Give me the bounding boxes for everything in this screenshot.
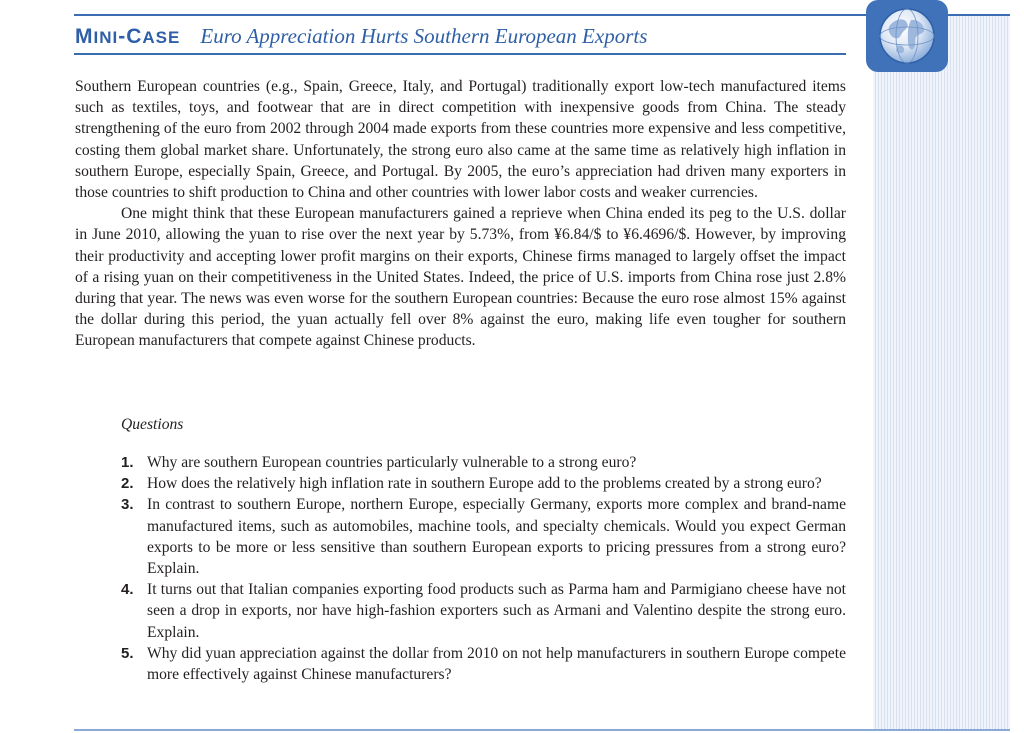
question-text: Why are southern European countries particularly vulnerable to a strong euro?	[147, 454, 637, 471]
question-text: In contrast to southern Europe, northern Europe, especially Germany, exports more complex and brand-name manufactured items, such as automobiles, machine tools, and specialty chemicals. Would you expect German exports to be more or less sensitive than southern European exports to pricing pressures from a strong euro? Explain.	[147, 496, 846, 578]
body-paragraph: Southern European countries (e.g., Spain, Greece, Italy, and Portugal) traditionally export low-tech manufactured items such as textiles, toys, and footwear that are in direct competition with inexpensive goods from China. The steady strengthening of the euro from 2002 through 2004 made exports from these countries more expensive and less competitive, costing them global market share. Unfortunately, the strong euro also came at the same time as relatively high inflation in southern Europe, especially Spain, Greece, and Portugal. By 2005, the euro’s appreciation had driven many exporters in those countries to shift production to China and other countries with lower labor costs and weaker currencies.	[75, 78, 846, 202]
question-number: 1.	[121, 454, 134, 471]
question-text: It turns out that Italian companies exporting food products such as Parma ham and Parmigiano cheese have not seen a drop in exports, nor have high-fashion exporters such as Armani and Valentino despite the strong euro. Explain.	[147, 581, 846, 641]
case-title: Euro Appreciation Hurts Southern European Exports	[200, 24, 648, 48]
question-item	[121, 579, 846, 643]
question-item	[121, 473, 846, 494]
questions-heading: Questions	[121, 416, 184, 433]
heading-underline	[74, 53, 846, 55]
question-number: 2.	[121, 475, 134, 493]
question-item	[121, 643, 846, 685]
question-item	[121, 494, 846, 579]
body-paragraph: One might think that these European manufacturers gained a reprieve when China ended its peg to the U.S. dollar in June 2010, allowing the yuan to rise over the next year by 5.73%, from ¥6.84/$ to ¥6.4696/$. However, by improving their productivity and accepting lower profit margins on their exports, Chinese firms managed to largely offset the impact of a rising yuan on their competitiveness in the United States. Indeed, the price of U.S. imports from China rose just 2.8% during that year. The news was even worse for the southern European countries: Because the euro rose almost 15% against the dollar during this period, the yuan actually fell over 8% against the euro, making life even tougher for southern European manufacturers that compete against Chinese products.	[75, 205, 846, 350]
question-number: 3.	[121, 496, 134, 514]
question-text: How does the relatively high inflation rate in southern Europe add to the problems created by a strong euro?	[147, 475, 822, 493]
question-number: 5.	[121, 644, 134, 662]
question-text: Why did yuan appreciation against the dollar from 2010 on not help manufacturers in southern Europe compete more effectively against Chinese manufacturers?	[147, 644, 846, 684]
bottom-rule	[74, 729, 1010, 731]
case-body	[75, 76, 846, 352]
questions-list	[121, 452, 846, 685]
question-number: 4.	[121, 581, 134, 599]
mini-case-label: MINI-CASE	[75, 25, 181, 48]
question-item	[121, 452, 846, 473]
decorative-side-stripes	[873, 16, 1010, 729]
globe-icon	[877, 6, 937, 66]
globe-icon-badge	[866, 0, 948, 72]
case-heading	[75, 24, 647, 50]
